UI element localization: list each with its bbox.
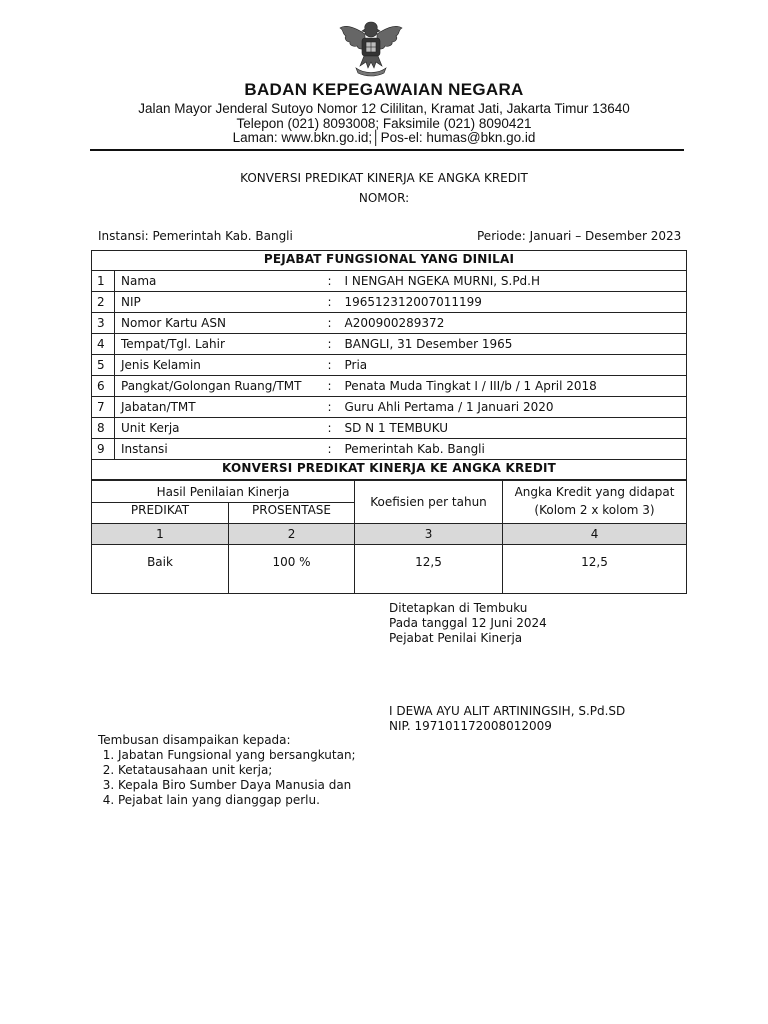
org-web: Laman: www.bkn.go.id;│Pos-el: humas@bkn.go.id	[232, 130, 536, 145]
row-value: Pemerintah Kab. Bangli	[345, 439, 687, 460]
list-item: 2. Ketatausahaan unit kerja;	[118, 763, 398, 778]
table-row	[92, 545, 687, 594]
row-colon: :	[328, 355, 345, 376]
koefisien-value: 12,5	[355, 545, 503, 594]
row-colon: :	[328, 397, 345, 418]
row-label: Jenis Kelamin	[115, 355, 328, 376]
official-section-title: PEJABAT FUNGSIONAL YANG DINILAI	[92, 251, 687, 271]
table-row	[92, 418, 687, 439]
row-colon: :	[328, 292, 345, 313]
row-value: Guru Ahli Pertama / 1 Januari 2020	[345, 397, 687, 418]
signature-date: Pada tanggal 12 Juni 2024	[389, 616, 547, 630]
row-value: I NENGAH NGEKA MURNI, S.Pd.H	[345, 271, 687, 292]
row-number: 2	[92, 292, 115, 313]
table-row	[92, 397, 687, 418]
angka-kredit-value: 12,5	[503, 545, 687, 594]
prosentase-header: PROSENTASE	[229, 503, 355, 524]
document-number: NOMOR:	[358, 191, 410, 205]
instansi-label: Instansi: Pemerintah Kab. Bangli	[98, 229, 293, 243]
row-number: 5	[92, 355, 115, 376]
list-item: 3. Kepala Biro Sumber Daya Manusia dan	[118, 778, 398, 793]
row-label: NIP	[115, 292, 328, 313]
header-divider	[90, 149, 684, 151]
org-phone: Telepon (021) 8093008; Faksimile (021) 8090421	[236, 116, 532, 131]
signer-nip: NIP. 197101172008012009	[389, 719, 552, 733]
row-value: SD N 1 TEMBUKU	[345, 418, 687, 439]
row-number: 6	[92, 376, 115, 397]
table-row	[92, 334, 687, 355]
org-address: Jalan Mayor Jenderal Sutoyo Nomor 12 Cililitan, Kramat Jati, Jakarta Timur 13640	[138, 101, 630, 116]
conversion-section-title: KONVERSI PREDIKAT KINERJA KE ANGKA KREDIT	[92, 460, 687, 480]
angka-kredit-header: Angka Kredit yang didapat	[503, 481, 687, 503]
column-number: 3	[355, 524, 503, 545]
row-label: Nomor Kartu ASN	[115, 313, 328, 334]
table-row	[92, 313, 687, 334]
row-colon: :	[328, 271, 345, 292]
row-value: Penata Muda Tingkat I / III/b / 1 April 2018	[345, 376, 687, 397]
row-number: 9	[92, 439, 115, 460]
signer-name: I DEWA AYU ALIT ARTININGSIH, S.Pd.SD	[389, 704, 626, 718]
garuda-emblem-icon	[338, 18, 404, 78]
cc-heading: Tembusan disampaikan kepada:	[98, 733, 291, 747]
table-row	[92, 376, 687, 397]
official-table	[91, 250, 687, 480]
row-colon: :	[328, 376, 345, 397]
list-item: 4. Pejabat lain yang dianggap perlu.	[118, 793, 398, 808]
list-item: 1. Jabatan Fungsional yang bersangkutan;	[118, 748, 398, 763]
table-row	[92, 292, 687, 313]
signature-role: Pejabat Penilai Kinerja	[389, 631, 523, 645]
row-label: Tempat/Tgl. Lahir	[115, 334, 328, 355]
org-name: BADAN KEPEGAWAIAN NEGARA	[244, 80, 524, 99]
row-colon: :	[328, 439, 345, 460]
table-row	[92, 355, 687, 376]
row-value: A200900289372	[345, 313, 687, 334]
row-value: BANGLI, 31 Desember 1965	[345, 334, 687, 355]
row-label: Jabatan/TMT	[115, 397, 328, 418]
column-number: 1	[92, 524, 229, 545]
row-label: Pangkat/Golongan Ruang/TMT	[115, 376, 328, 397]
row-colon: :	[328, 334, 345, 355]
conversion-table	[91, 480, 687, 594]
column-number: 2	[229, 524, 355, 545]
predikat-value: Baik	[92, 545, 229, 594]
periode-label: Periode: Januari – Desember 2023	[477, 229, 682, 243]
koefisien-header: Koefisien per tahun	[355, 481, 503, 524]
row-number: 3	[92, 313, 115, 334]
predikat-header: PREDIKAT	[92, 503, 229, 524]
document-title: KONVERSI PREDIKAT KINERJA KE ANGKA KREDIT	[240, 171, 528, 185]
hasil-penilaian-header: Hasil Penilaian Kinerja	[92, 481, 355, 503]
row-number: 8	[92, 418, 115, 439]
angka-kredit-formula: (Kolom 2 x kolom 3)	[503, 503, 687, 524]
row-colon: :	[328, 313, 345, 334]
row-label: Unit Kerja	[115, 418, 328, 439]
row-number: 4	[92, 334, 115, 355]
row-colon: :	[328, 418, 345, 439]
table-row	[92, 271, 687, 292]
table-row	[92, 439, 687, 460]
row-label: Nama	[115, 271, 328, 292]
row-value: Pria	[345, 355, 687, 376]
row-value: 196512312007011199	[345, 292, 687, 313]
prosentase-value: 100 %	[229, 545, 355, 594]
row-label: Instansi	[115, 439, 328, 460]
signature-place: Ditetapkan di Tembuku	[389, 601, 528, 615]
cc-list	[98, 748, 398, 808]
column-number: 4	[503, 524, 687, 545]
row-number: 7	[92, 397, 115, 418]
row-number: 1	[92, 271, 115, 292]
